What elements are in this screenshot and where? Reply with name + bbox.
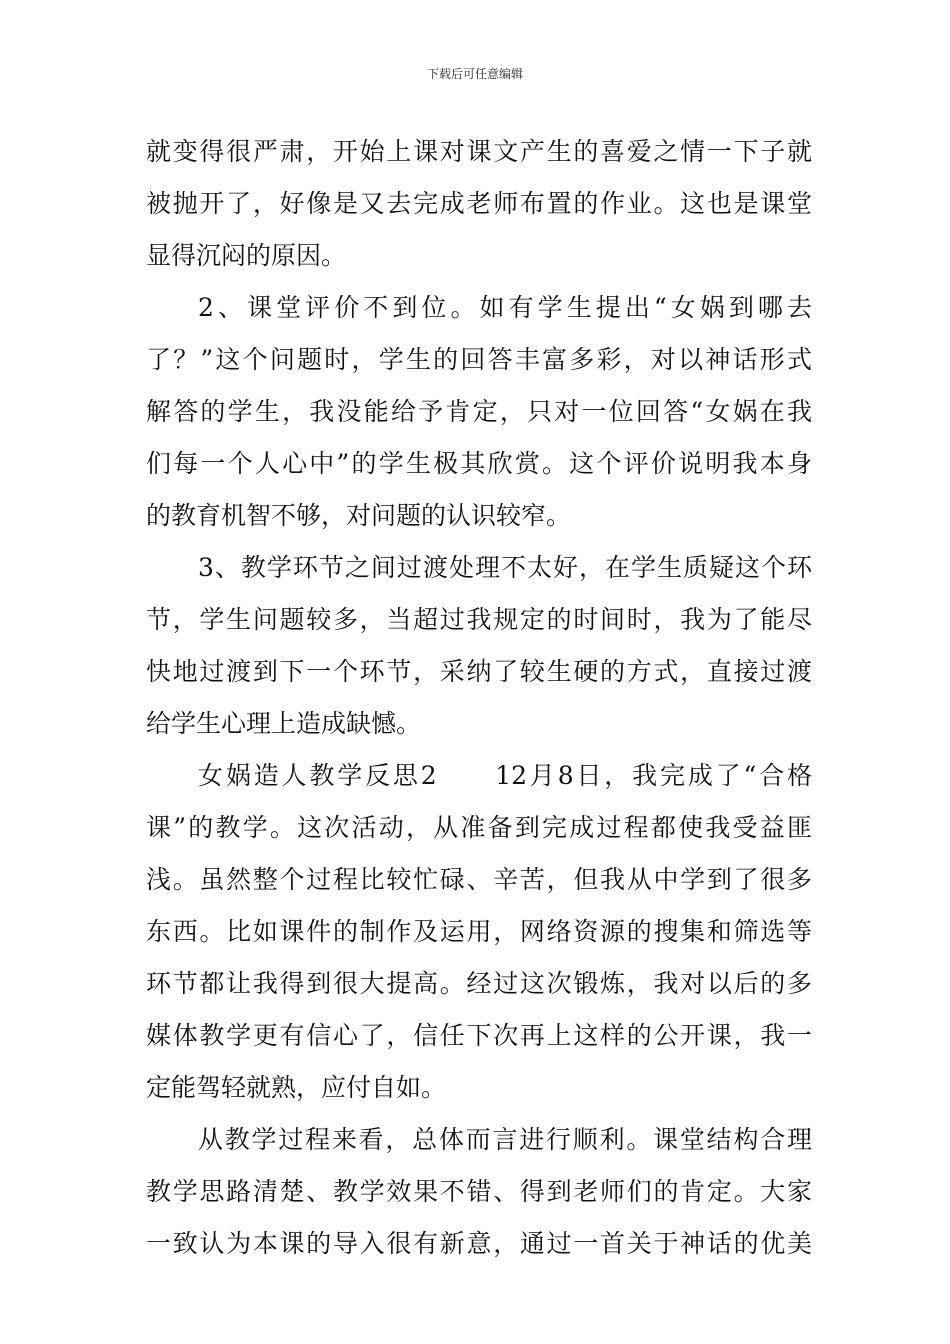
text-line: 浅。虽然整个过程比较忙碌、辛苦，但我从中学到了很多 (146, 865, 812, 894)
text-line: 们每一个人心中”的学生极其欣赏。这个评价说明我本身 (146, 449, 812, 478)
text-line: 教学思路清楚、教学效果不错、得到老师们的肯定。大家 (146, 1177, 812, 1206)
page-header: 下载后可任意编辑 (426, 67, 523, 81)
text-line: 3、教学环节之间过渡处理不太好，在学生质疑这个环 (198, 553, 812, 582)
text-line: 了？”这个问题时，学生的回答丰富多彩，对以神话形式 (146, 345, 812, 374)
text-line: 2、课堂评价不到位。如有学生提出“女娲到哪去 (198, 293, 812, 322)
document-body (146, 126, 812, 1270)
text-line: 环节都让我得到很大提高。经过这次锻炼，我对以后的多 (146, 969, 812, 998)
text-line: 节，学生问题较多，当超过我规定的时间时，我为了能尽 (146, 605, 812, 634)
text-line: 课”的教学。这次活动，从准备到完成过程都使我受益匪 (146, 813, 812, 842)
text-line: 给学生心理上造成缺憾。 (146, 709, 422, 738)
text-line: 从教学过程来看，总体而言进行顺利。课堂结构合理 (198, 1125, 812, 1154)
text-line: 快地过渡到下一个环节，采纳了较生硬的方式，直接过渡 (146, 657, 812, 686)
text-line: 解答的学生，我没能给予肯定，只对一位回答“女娲在我 (146, 397, 812, 426)
text-line: 媒体教学更有信心了，信任下次再上这样的公开课，我一 (146, 1021, 812, 1050)
text-line: 就变得很严肃，开始上课对课文产生的喜爱之情一下子就 (146, 137, 812, 166)
text-line: 东西。比如课件的制作及运用，网络资源的搜集和筛选等 (146, 917, 812, 946)
text-line: 定能驾轻就熟，应付自如。 (146, 1073, 447, 1102)
text-line: 显得沉闷的原因。 (146, 241, 347, 270)
text-line: 一致认为本课的导入很有新意，通过一首关于神话的优美 (146, 1229, 812, 1258)
text-line: 的教育机智不够，对问题的认识较窄。 (146, 501, 572, 530)
text-line: 女娲造人教学反思2 12月8日，我完成了“合格 (198, 761, 812, 790)
text-line: 被抛开了，好像是又去完成老师布置的作业。这也是课堂 (146, 189, 812, 218)
